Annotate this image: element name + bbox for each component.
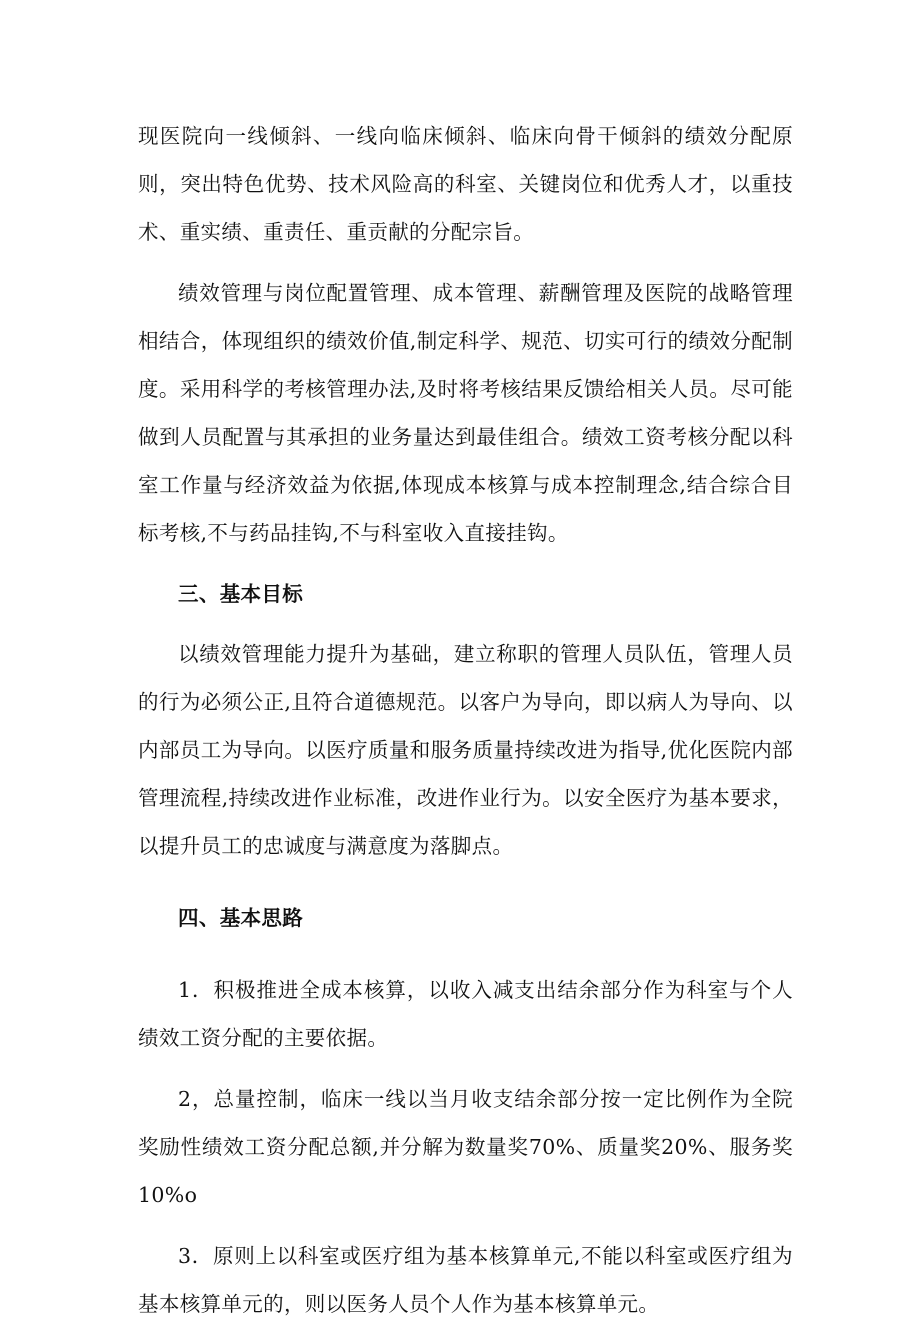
list-item-total-control: 2，总量控制，临床一线以当月收支结余部分按一定比例作为全院奖励性绩效工资分配总额,并分解为数量奖70%、质量奖20%、服务奖10%o [138,1087,793,1207]
paragraph-performance-management: 绩效管理与岗位配置管理、成本管理、薪酬管理及医院的战略管理相结合，体现组织的绩效价值,制定科学、规范、切实可行的绩效分配制度。采用科学的考核管理办法,及时将考核结果反馈给相关人员。尽可能做到人员配置与其承担的业务量达到最佳组合。绩效工资考核分配以科室工作量与经济效益为依据,体现成本核算与成本控制理念,结合综合目标考核,不与药品挂钩,不与科室收入直接挂钩。 [138,281,793,545]
list-item-cost-accounting: 1．积极推进全成本核算，以收入减支出结余部分作为科室与个人绩效工资分配的主要依据。 [138,978,793,1050]
document-page [138,112,793,1328]
list-item-accounting-unit: 3．原则上以科室或医疗组为基本核算单元,不能以科室或医疗组为基本核算单元的，则以医务人员个人作为基本核算单元。 [138,1244,793,1316]
section-heading-basic-goals: 三、基本目标 [178,582,304,606]
paragraph-distribution-principle: 现医院向一线倾斜、一线向临床倾斜、临床向骨干倾斜的绩效分配原则，突出特色优势、技术风险高的科室、关键岗位和优秀人才，以重技术、重实绩、重责任、重贡献的分配宗旨。 [138,124,793,244]
section-heading-basic-approach: 四、基本思路 [178,906,304,930]
paragraph-basic-goals: 以绩效管理能力提升为基础，建立称职的管理人员队伍，管理人员的行为必须公正,且符合道德规范。以客户为导向，即以病人为导向、以内部员工为导向。以医疗质量和服务质量持续改进为指导,优化医院内部管理流程,持续改进作业标准，改进作业行为。以安全医疗为基本要求，以提升员工的忠诚度与满意度为落脚点。 [138,642,793,858]
